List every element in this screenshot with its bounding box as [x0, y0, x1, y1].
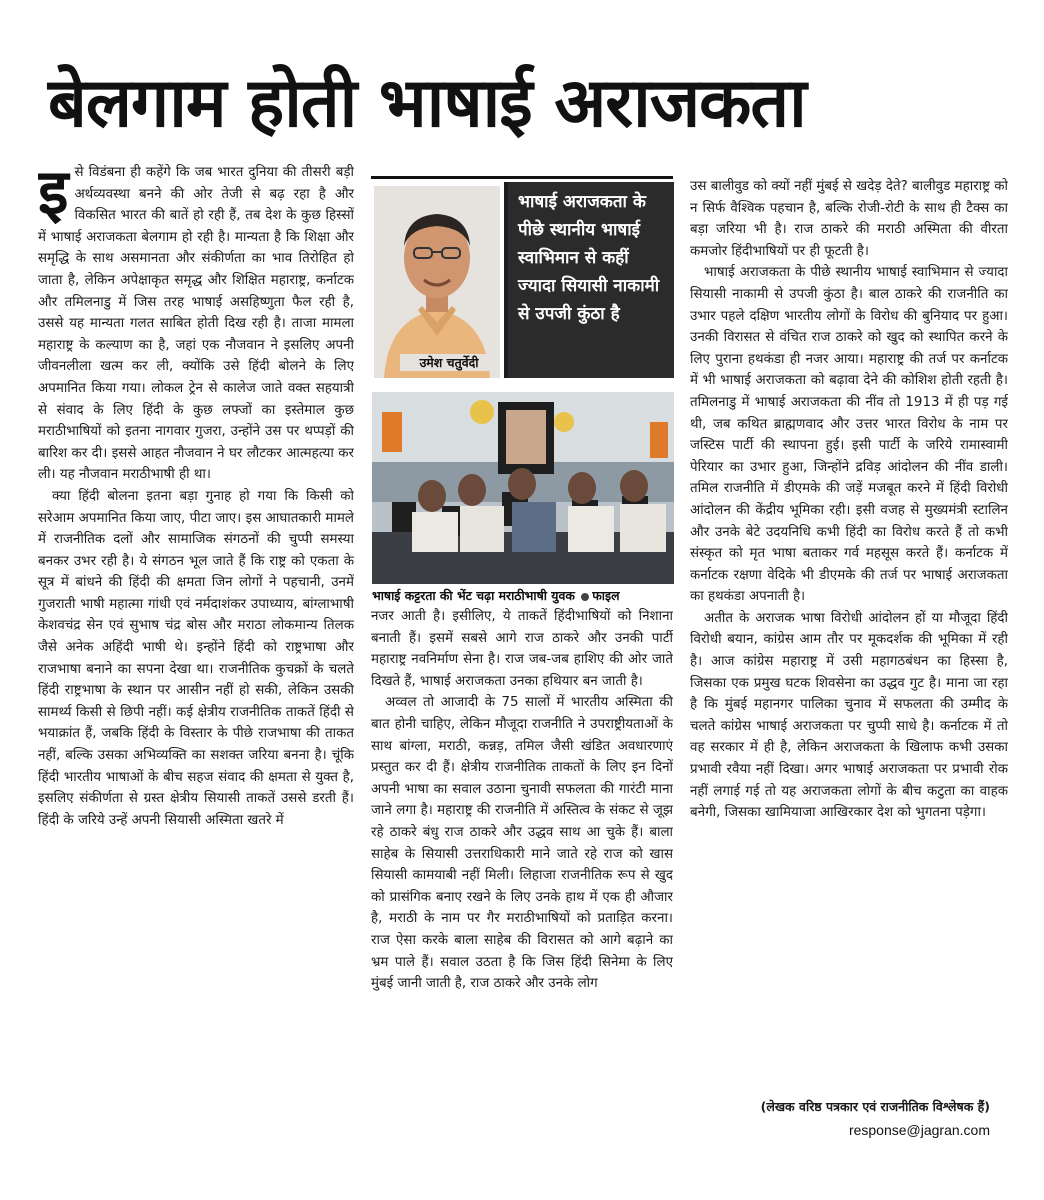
- paragraph: भाषाई अराजकता के पीछे स्थानीय भाषाई स्वाभिमान से ज्यादा सियासी नाकामी से उपजी कुंठा है। बाल ठाकरे की राजनीति का उभार पहले दक्षिण भारतीय लोगों के विरोध की बुनियाद पर हुआ। उनकी विरासत से वंचित राज ठाकरे को खुद को स्थापित करने के लिए पुराना हथकंडा ही नजर आया। महाराष्ट्र की तर्ज पर कर्नाटक में भी भाषाई अराजकता को बढ़ावा देने की कोशिश होती रहती है। तमिलनाडु में भाषाई अराजकता की नींव तो 1913 में ही पड़ गई थी, जब कथित ब्राह्मणवाद और उत्तर भारत विरोध के नाम पर जस्टिस पार्टी की स्थापना हुई। इसी पार्टी के जरिये रामास्वामी पेरियार का उभार हुआ, जिन्होंने द्रविड़ आंदोलन की नींव डाली। तमिल राजनीति में डीएमके की जड़ें मजबूत करने में हिंदी विरोधी आंदोलन की केंद्रीय भूमिका रही। इसी वजह से मुख्यमंत्री स्टालिन और उनके बेटे उदयनिधि कभी हिंदी का विरोध करते हैं तो कभी संस्कृत को मृत भाषा बताकर गर्व महसूस करते हैं। कर्नाटक में कर्नाटक रक्षणा वेदिके भी डीएमके की तर्ज पर भाषाई अराजकता का हथकंडा अपनाती है।: [690, 265, 1008, 605]
- caption-text: भाषाई कट्टरता की भेंट चढ़ा मराठीभाषी युवक: [372, 588, 575, 603]
- author-photo: [374, 186, 500, 378]
- pull-quote-box: [504, 182, 674, 378]
- paragraph: [38, 162, 354, 486]
- article-column-1: [38, 162, 354, 1152]
- paragraph-text: से विडंबना ही कहेंगे कि जब भारत दुनिया की तीसरी बड़ी अर्थव्यवस्था बनने की ओर तेजी से बढ़ रहा है और विकसित भारत की बातें हो रही हैं, तब देश के कुछ हिस्सों में भाषाई अराजकता बेलगाम हो रही है। मान्यता है कि शिक्षा और समृद्धि के साथ असमानता और संकीर्णता का भाव तिरोहित हो जाता है, लेकिन अपेक्षाकृत समृद्ध और शिक्षित महाराष्ट्र, कर्नाटक और तमिलनाडु में जिस तरह भाषाई असहिष्णुता फैल रही है, उससे यह मान्यता गलत साबित होती दिख रही है। ताजा मामला महाराष्ट्र के कल्याण का है, जहां एक नौजवान ने इसलिए अपनी जीवनलीला खत्म कर ली, क्योंकि उसे हिंदी बोलने के लिए अपमानित किया गया। लोकल ट्रेन से कालेज जाते वक्त सहयात्री से संवाद के लिए हिंदी के कुछ लफ्जों का इस्तेमाल कुछ मराठीभाषियों को इतना नागवार गुजरा, उन्होंने उस पर थप्पड़ों की बारिश कर दी। इससे आहत नौजवान ने घर लौटकर आत्महत्या कर ली। यह नौजवान मराठीभाषी ही था।: [38, 165, 354, 483]
- article-column-3: [690, 176, 1008, 1152]
- paragraph: क्या हिंदी बोलना इतना बड़ा गुनाह हो गया कि किसी को सरेआम अपमानित किया जाए, पीटा जाए। इस आघातकारी मामले में राजनीतिक दलों और सामाजिक संगठनों की चुप्पी समस्या बनकर उभर रही है। ये संगठन भूल जाते हैं कि राष्ट्र को एकता के सूत्र में बांधने की हिंदी की क्षमता जिन लोगों ने पहचानी, उनमें गुजराती भाषी महात्मा गांधी एवं नर्मदाशंकर उपाध्याय, बांग्लाभाषी केशवचंद्र सेन एवं सुभाष चंद्र बोस और मराठा लोकमान्य तिलक जैसे अनेक अहिंदी भाषी थे। इन्होंने हिंदी को राष्ट्रभाषा और राजभाषा बनाने का सपना देखा था। राजनीतिक कुचक्रों के चलते हिंदी राष्ट्रभाषा के स्थान पर आसीन नहीं हो सकी, लेकिन उसकी सामर्थ्य किसी से छिपी नहीं। कई क्षेत्रीय राजनीतिक ताकतें हिंदी से भयाक्रांत हैं, जबकि हिंदी के विस्तार के पीछे राजभाषा की ताकत नहीं, बल्कि उसका अभिव्यक्ति का सशक्त जरिया बनना है। चूंकि हिंदी भारतीय भाषाओं के बीच सहज संवाद की क्षमता से युक्त है, इसलिए संकीर्णता से ग्रस्त क्षेत्रीय सियासी ताकतें उससे डरती हैं। हिंदी के जरिये उन्हें अपनी सियासी अस्मिता खतरे में: [38, 488, 354, 828]
- photo-credit: फाइल: [592, 588, 620, 603]
- news-photo: [372, 392, 674, 584]
- author-note: (लेखक वरिष्ठ पत्रकार एवं राजनीतिक विश्लेषक हैं): [760, 1099, 990, 1114]
- photo-caption: [372, 587, 676, 604]
- paragraph: नजर आती है। इसीलिए, ये ताकतें हिंदीभाषियों को निशाना बनाती हैं। इसमें सबसे आगे राज ठाकरे और उनकी पार्टी महाराष्ट्र नवनिर्माण सेना है। राज जब-जब हाशिए की ओर जाते दिखते हैं, भाषाई अराजकता उनका हथियार बन जाती है।: [371, 609, 673, 689]
- headline: बेलगाम होती भाषाई अराजकता: [48, 64, 806, 143]
- paragraph: अव्वल तो आजादी के 75 सालों में भारतीय अस्मिता की बात होनी चाहिए, लेकिन मौजूदा राजनीति ने उपराष्ट्रीयताओं के साथ बांग्ला, मराठी, कन्नड़, तमिल जैसी खंडित अवधारणाएं प्रस्तुत कर दी हैं। क्षेत्रीय राजनीतिक ताकतों के लिए इन दिनों अपनी भाषा का सवाल उठाना चुनावी सफलता की गारंटी माना जाने लगा है। महाराष्ट्र की राजनीति में अस्तित्व के संकट से जूझ रहे ठाकरे बंधु राज ठाकरे और उद्धव साथ आ चुके हैं। बाला साहेब के सियासी उत्तराधिकारी माने जाते रहे राज को खास सियासी कामयाबी नहीं मिली। लिहाजा राजनीतिक रूप से खुद को प्रासंगिक बनाए रखने के लिए उनके हाथ में एक ही औजार है, मराठी के नाम पर गैर मराठीभाषियों को प्रताड़ित करना। राज ऐसा करके बाला साहेब की विरासत को आगे बढ़ाने का भ्रम पाले हैं। सवाल उठता है कि जिस हिंदी सिनेमा के लिए मुंबई जानी जाती है, राज ठाकरे और उनके लोग: [371, 695, 673, 992]
- bullet-dot-icon: [581, 593, 589, 601]
- drop-cap: इ: [38, 162, 69, 228]
- paragraph: अतीत के अराजक भाषा विरोधी आंदोलन हों या मौजूदा हिंदी विरोधी बयान, कांग्रेस आम तौर पर मूकदर्शक की भूमिका में रही है। आज कांग्रेस महाराष्ट्र में उसी महागठबंधन का हिस्सा है, जिसका एक प्रमुख घटक शिवसेना का उद्धव गुट है। माना जा रहा है कि मुंबई महानगर पालिका चुनाव में सफलता की उम्मीद के चलते कांग्रेस भाषाई अराजकता पर चुप्पी साधे है। कर्नाटक में तो वह सरकार में ही है, लेकिन अराजकता के खिलाफ कभी उसका प्रभावी रवैया नहीं दिखा। अगर भाषाई अराजकता पर प्रभावी रोक नहीं लगाई गई तो यह अराजकता लोगों के बीच कटुता का वाहक बनेगी, जिसका खामियाजा आखिरकार देश को भुगतना पड़ेगा।: [690, 610, 1008, 821]
- paragraph: उस बालीवुड को क्यों नहीं मुंबई से खदेड़ देते? बालीवुड महाराष्ट्र को न सिर्फ वैश्विक पहचान है, बल्कि रोजी-रोटी के साथ ही टैक्स का बड़ा जरिया भी है। राज ठाकरे की मराठी अस्मिता की वीरता कमजोर हिंदीभाषियों पर ही फूटती है।: [690, 179, 1008, 259]
- author-name: उमेश चतुर्वेदी: [400, 354, 498, 371]
- article-column-2: [371, 606, 673, 1152]
- pull-quote: भाषाई अराजकता के पीछे स्थानीय भाषाई स्वाभिमान से कहीं ज्यादा सियासी नाकामी से उपजी कुंठा है: [518, 192, 660, 324]
- contact-email[interactable]: response@jagran.com: [848, 1122, 990, 1138]
